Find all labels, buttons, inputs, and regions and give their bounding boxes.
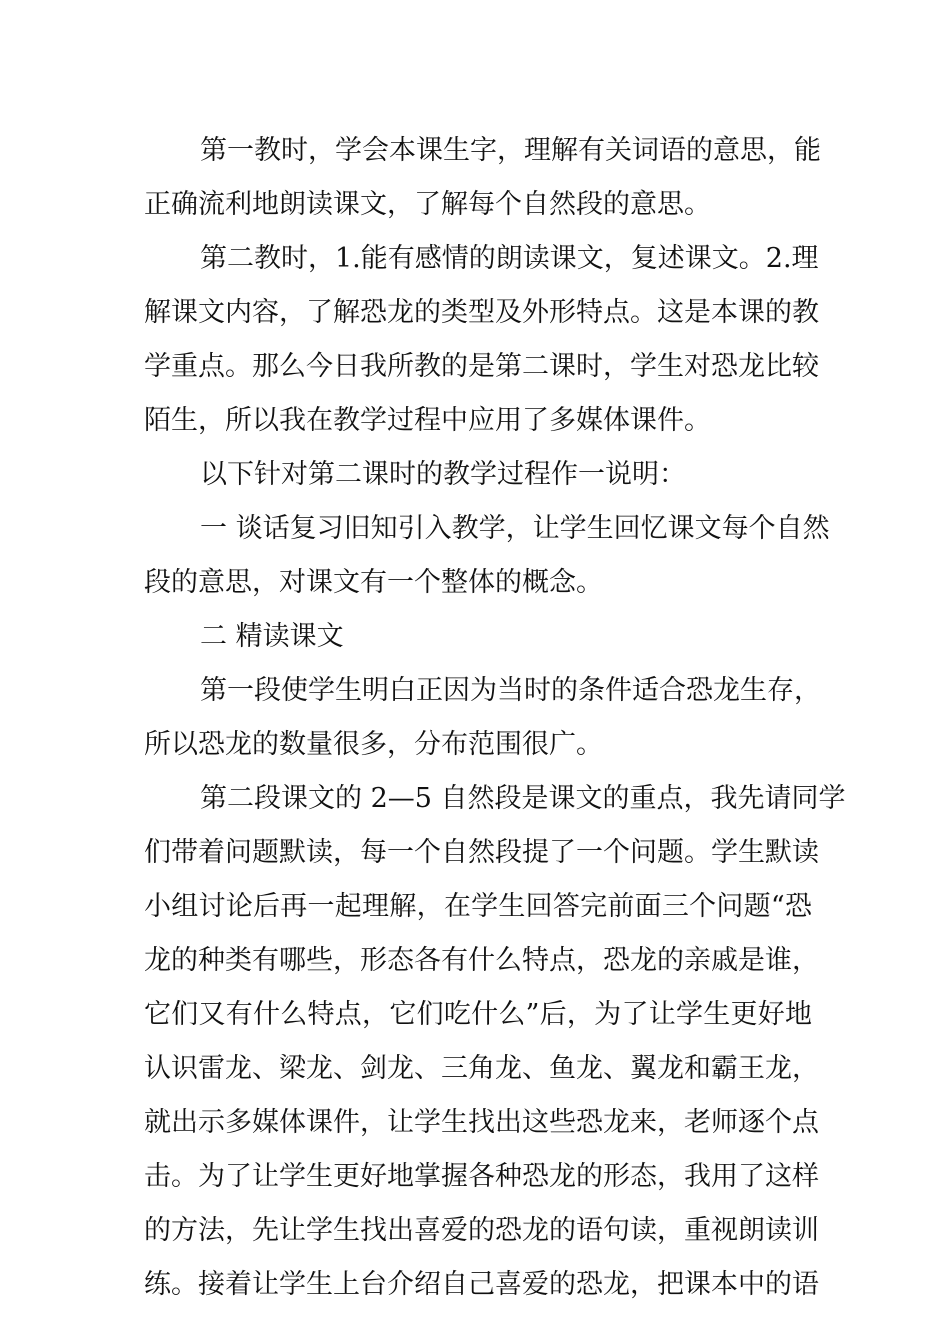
- paragraph-line: 正确流利地朗读课文，了解每个自然段的意思。: [144, 189, 711, 220]
- paragraph-line: 第一段使学生明白正因为当时的条件适合恐龙生存，: [200, 675, 821, 706]
- paragraph-line: 练。接着让学生上台介绍自己喜爱的恐龙，把课本中的语: [144, 1269, 819, 1300]
- paragraph-line: 认识雷龙、梁龙、剑龙、三角龙、鱼龙、翼龙和霸王龙，: [144, 1053, 819, 1084]
- paragraph-line: 们带着问题默读，每一个自然段提了一个问题。学生默读: [144, 837, 819, 868]
- paragraph-line: 第二教时，1.能有感情的朗读课文，复述课文。2.理: [200, 243, 819, 274]
- body-text: [144, 124, 846, 1312]
- paragraph-line: 的方法，先让学生找出喜爱的恐龙的语句读，重视朗读训: [144, 1215, 819, 1246]
- paragraph-line: 第一教时，学会本课生字，理解有关词语的意思，能: [200, 135, 821, 166]
- paragraph-line: 它们又有什么特点，它们吃什么”后，为了让学生更好地: [144, 999, 812, 1030]
- paragraph-line: 一 谈话复习旧知引入教学，让学生回忆课文每个自然: [200, 513, 830, 544]
- paragraph-line: 段的意思，对课文有一个整体的概念。: [144, 567, 603, 598]
- paragraph-line: 就出示多媒体课件，让学生找出这些恐龙来，老师逐个点: [144, 1107, 819, 1138]
- paragraph-line: 小组讨论后再一起理解，在学生回答完前面三个问题“恐: [144, 891, 812, 922]
- paragraph-line: 解课文内容，了解恐龙的类型及外形特点。这是本课的教: [144, 297, 819, 328]
- paragraph-line: 陌生，所以我在教学过程中应用了多媒体课件。: [144, 405, 711, 436]
- section-heading: 二 精读课文: [200, 621, 344, 652]
- paragraph-line: 所以恐龙的数量很多，分布范围很广。: [144, 729, 603, 760]
- paragraph-line: 击。为了让学生更好地掌握各种恐龙的形态，我用了这样: [144, 1161, 819, 1192]
- paragraph-line: 第二段课文的 2—5 自然段是课文的重点，我先请同学: [200, 783, 846, 814]
- paragraph-line: 以下针对第二课时的教学过程作一说明：: [200, 459, 686, 490]
- paragraph-line: 龙的种类有哪些，形态各有什么特点，恐龙的亲戚是谁，: [144, 945, 819, 976]
- paragraph-line: 学重点。那么今日我所教的是第二课时，学生对恐龙比较: [144, 351, 819, 382]
